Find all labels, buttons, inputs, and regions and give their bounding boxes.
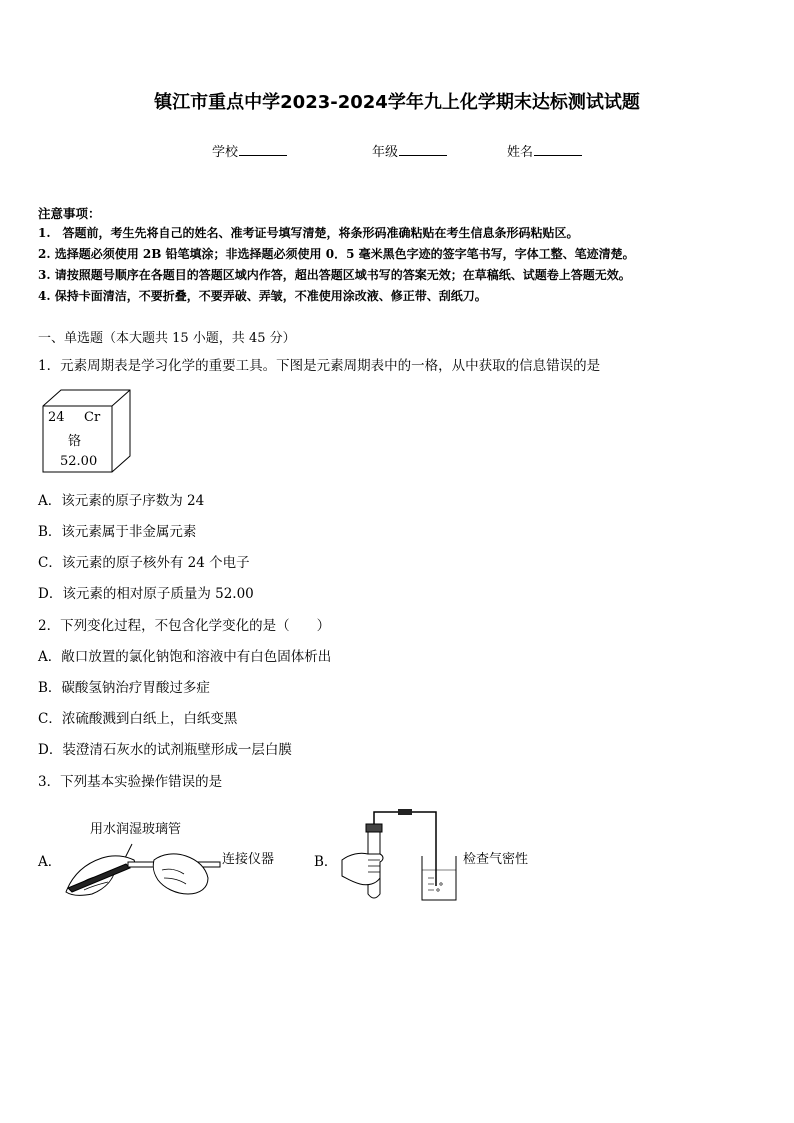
section-heading: 一、单选题（本大题共 15 小题，共 45 分） <box>38 331 296 346</box>
figure-a-side-label: 连接仪器 <box>222 852 275 867</box>
question-3-stem: 3．下列基本实验操作错误的是 <box>38 774 223 790</box>
grade-field <box>372 141 447 160</box>
name-label: 姓名 <box>507 145 534 160</box>
note-item: 2. 选择题必须使用 2B 铅笔填涂；非选择题必须使用 0．5 毫米黑色字迹的签字笔书写，字体工整、笔迹清楚。 <box>38 247 635 261</box>
element-name: 铬 <box>68 434 82 449</box>
notes-heading: 注意事项： <box>38 206 101 221</box>
note-item: 3. 请按照题号顺序在各题目的答题区域内作答，超出答题区域书写的答案无效；在草稿纸、试题卷上答题无效。 <box>38 268 631 282</box>
figure-a-hands-tube <box>62 836 222 902</box>
grade-blank <box>399 155 447 156</box>
airtightness-check-illustration <box>338 808 463 904</box>
school-label: 学校 <box>212 145 239 160</box>
page-title: 镇江市重点中学2023-2024学年九上化学期末达标测试试题 <box>154 92 640 113</box>
figure-b-airtightness <box>338 808 463 908</box>
element-mass: 52.00 <box>60 454 98 469</box>
name-blank <box>534 155 582 156</box>
q2-option-a: A．敞口放置的氯化钠饱和溶液中有白色固体析出 <box>38 649 332 665</box>
q1-option-c: C．该元素的原子核外有 24 个电子 <box>38 555 250 571</box>
hands-connecting-tube-illustration <box>62 836 222 898</box>
element-symbol: Cr <box>84 410 101 425</box>
note-item: 4. 保持卡面清洁，不要折叠，不要弄破、弄皱，不准使用涂改液、修正带、刮纸刀。 <box>38 289 487 303</box>
element-cell <box>38 388 138 482</box>
q2-option-c: C．浓硫酸溅到白纸上，白纸变黑 <box>38 711 238 727</box>
q2-option-d: D．装澄清石灰水的试剂瓶壁形成一层白膜 <box>38 742 292 758</box>
question-2-stem: 2．下列变化过程，不包含化学变化的是（ ） <box>38 618 331 634</box>
grade-label: 年级 <box>372 145 399 160</box>
q1-option-a: A．该元素的原子序数为 24 <box>38 493 205 509</box>
figure-b-letter: B． <box>314 854 338 870</box>
school-field <box>212 141 287 160</box>
element-number: 24 <box>48 410 65 425</box>
name-field <box>507 141 582 160</box>
figure-b-label: 检查气密性 <box>463 852 529 867</box>
figure-a-top-label: 用水润湿玻璃管 <box>90 822 182 837</box>
q1-option-b: B．该元素属于非金属元素 <box>38 524 197 540</box>
note-item: 1. 答题前，考生先将自己的姓名、准考证号填写清楚，将条形码准确粘贴在考生信息条形码粘贴区。 <box>38 226 579 240</box>
school-blank <box>239 155 287 156</box>
figure-a-letter: A． <box>38 854 62 870</box>
q2-option-b: B．碳酸氢钠治疗胃酸过多症 <box>38 680 210 696</box>
question-1-stem: 1．元素周期表是学习化学的重要工具。下图是元素周期表中的一格，从中获取的信息错误的是 <box>38 358 601 374</box>
q1-option-d: D．该元素的相对原子质量为 52.00 <box>38 586 254 602</box>
